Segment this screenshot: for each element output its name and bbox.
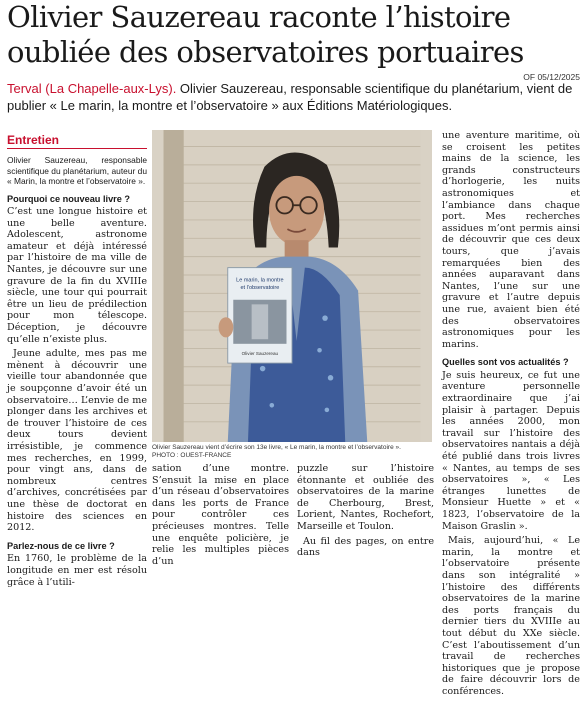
- article-photo: [152, 130, 432, 442]
- column-2-text: sation d’une montre. S’ensuit la mise en place d’un réseau d’observatoires dans les ports de France pour contrôler ces précieuses montres. Telle une enquête policière, je relie les multiples pièces d’un: [152, 463, 289, 567]
- section-rubric: Entretien: [7, 133, 60, 147]
- book-cover-title: Le marin, la montre: [236, 277, 284, 284]
- column-2-bottom: [152, 463, 289, 570]
- answer-1-cont: Jeune adulte, mes pas me mènent à découvrir une vieille tour abandonnée que je soupçonne d’avoir été un observatoire… L’envie de me plonger dans les archives et de trouver l’histoire de ces deux tours devient irrésistible, je commence mes recherches, en 1999, pour vingt ans, dans de nombreux centres d’archives, concrétisées par une thèse de doctorat en histoire des sciences en 2012.: [7, 348, 147, 534]
- question-3: Quelles sont vos actualités ?: [442, 357, 569, 368]
- standfirst-text: Olivier Sauzereau, responsable scientifique du planétarium, vient de publier « Le marin, la montre et l’observatoire » aux Éditions Matériologiques.: [7, 81, 573, 113]
- intro-text: Olivier Sauzereau, responsable scientifique du planétarium, auteur du « Marin, la montre et l’observatoire ».: [7, 155, 147, 186]
- column-4-text: une aventure maritime, où se croisent les petites mains de la science, les grands constructeurs d’horlogerie, les nuits astronomiques et l’ambiance dans chaque port. Mes recherches assidues m’ont permis ainsi de découvrir que ces deux tours, que j’avais remarquées bien des années auparavant dans Nantes, l’une sur une gravure et l’autre depuis une rue, avaient bien été des observatoires astronomiques pour les marins.: [442, 130, 580, 350]
- column-3-bottom: [297, 463, 434, 562]
- photo-credit: PHOTO : OUEST-FRANCE: [152, 452, 232, 459]
- column-3-text: puzzle sur l’histoire étonnante et oubliée des observatoires de la marine de Cherbourg, Brest, Lorient, Nantes, Rochefort, Marseille et Toulon.: [297, 463, 434, 532]
- answer-1: C’est une longue histoire et une belle aventure. Adolescent, astronome amateur et déjà intéressé par l’histoire de ma ville de Nantes, je découvre sur une gravure de la fin du XVIIIe siècle, une tour qui pourrait être un lieu de prédilection pour mon télescope. Déception, je découvre qu’elle n’existe plus.: [7, 206, 147, 345]
- question-1: Pourquoi ce nouveau livre ?: [7, 193, 131, 204]
- portrait-photo-illustration: [152, 130, 432, 442]
- column-4: [442, 130, 580, 701]
- answer-2: En 1760, le problème de la longitude en mer est résolu grâce à l’utili-: [7, 553, 147, 588]
- column-1: [7, 155, 147, 591]
- svg-text:Olivier Sauzereau: Olivier Sauzereau: [241, 350, 279, 356]
- svg-text:et l’observatoire: et l’observatoire: [240, 284, 280, 291]
- rubric-divider: [7, 148, 147, 149]
- column-3-text-cont: Au fil des pages, on entre dans: [297, 535, 434, 559]
- photo-caption: [152, 444, 432, 460]
- answer-3-cont: Mais, aujourd’hui, « Le marin, la montre et l’observatoire présente dans son intégralité » l’histoire des différents observatoires de la marine des ports français du dernier tiers du XVIIIe au tout début du XXe siècle. C’est l’aboutissement d’un travail de recherches historiques que je propose de faire découvrir lors de conférences.: [442, 535, 580, 697]
- article-headline: Olivier Sauzereau raconte l’histoire oubliée des observatoires portuaires: [7, 0, 524, 69]
- dateline-location: Terval (La Chapelle-aux-Lys).: [7, 81, 177, 96]
- question-2: Parlez-nous de ce livre ?: [7, 540, 115, 551]
- caption-text: Olivier Sauzereau vient d’écrire son 13e livre, « Le marin, la montre et l’observatoire ».: [152, 444, 401, 451]
- answer-3: Je suis heureux, ce fut une aventure personnelle extraordinaire que j’ai plaisir à partager. Depuis les années 2000, mon travail sur l’histoire des observatoires nantais a déjà été publié dans trois livres « Nantes, au temps de ses observatoires », « Les étranges lunettes de Monsieur Huette » et « 1823, l’observatoire de la Maison Graslin ».: [442, 369, 580, 532]
- article-standfirst: [7, 80, 579, 114]
- edition-date: OF 05/12/2025: [523, 72, 580, 82]
